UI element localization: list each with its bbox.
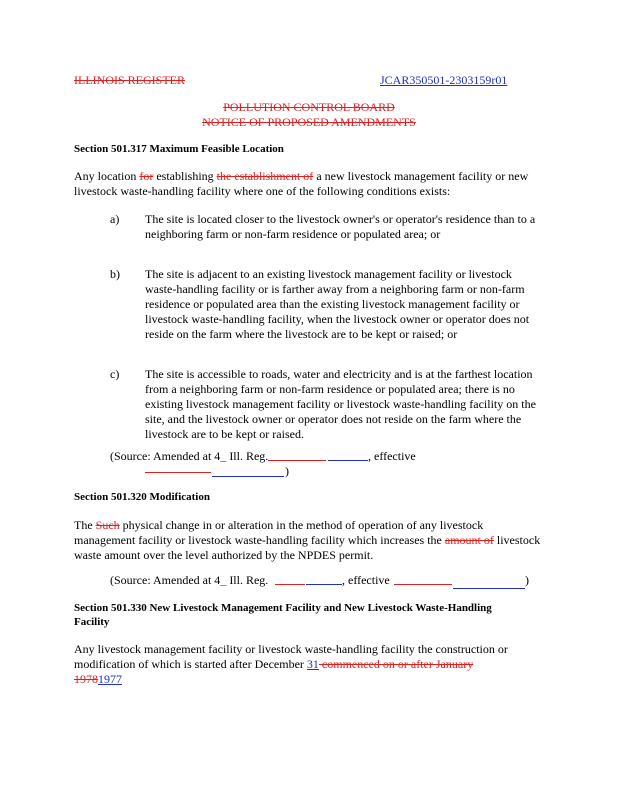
body-text: The [74,518,96,532]
deleted-text: commenced on or after January [318,657,474,671]
item-c-label: c) [110,367,120,381]
blank-deleted [145,472,211,473]
source-note-320: (Source: Amended at 4_ Ill. Reg. [110,573,269,587]
item-a-line: neighboring farm or non-farm residence or populated area; or [145,227,441,241]
section-317-heading: Section 501.317 Maximum Feasible Location [74,143,284,155]
blank-deleted [394,584,452,585]
source-ill-reg: Ill. Reg. [226,573,269,587]
blank-deleted [275,584,305,585]
deleted-text: for [139,169,154,183]
deleted-text: 1978 [74,672,98,686]
section-320-line1 [74,518,483,533]
section-320-line3: waste amount over the level authorized by the NPDES permit. [74,548,374,562]
deleted-text: Such [95,518,120,532]
deleted-text: the establishment of [216,169,314,183]
source-prefix: (Source: Amended at 4 [110,573,221,587]
item-a-label: a) [110,212,120,226]
intro-text: Any location [74,169,140,183]
notice-title: NOTICE OF PROPOSED AMENDMENTS [202,115,416,129]
item-a-line: The site is located closer to the livestock owner's or operator's residence than to a [145,212,536,226]
body-text: livestock [493,533,541,547]
blank-inserted [212,476,284,477]
section-320-line2 [74,533,540,548]
item-b-line: The site is adjacent to an existing livestock management facility or livestock [145,267,512,281]
section-330-heading: Section 501.330 New Livestock Management Facility and New Livestock Waste-Handling [74,602,492,614]
section-330-line3 [74,672,122,687]
section-320-heading: Section 501.320 Modification [74,491,210,503]
source-close-317: ) [285,464,289,478]
item-b-line: reside on the farm where the livestock are to be kept or raised; or [145,327,458,341]
item-c-line: from a neighboring farm or non-farm residence or populated area; there is no [145,382,515,396]
item-c-line: The site is accessible to roads, water and electricity and is at the farthest location [145,367,533,381]
source-prefix: (Source: Amended at 4 [110,449,221,463]
item-c-line: site, and the livestock owner or operator does not reside on the farm where the [145,412,522,426]
item-c-line: livestock are to be kept or raised. [145,427,304,441]
section-317-intro-line2: livestock waste-handling facility where one of the following conditions exists: [74,184,451,198]
item-b-label: b) [110,267,120,281]
source-ill-reg: Ill. Reg. [226,449,269,463]
section-317-intro-line1 [74,169,528,184]
body-text: management facility or livestock waste-handling facility which increases the [74,533,445,547]
inserted-text: 1977 [98,672,122,686]
inserted-text: 31 [306,657,319,671]
agency-title: POLLUTION CONTROL BOARD [223,100,395,114]
section-330-line2 [74,657,473,672]
intro-text: establishing [153,169,217,183]
intro-text: a new livestock management facility or new [313,169,529,183]
deleted-text: amount of [444,533,494,547]
section-330-line1: Any livestock management facility or livestock waste-handling facility the construction or [74,642,508,656]
item-b-line: waste-handling facility or is farther away from a neighboring farm or non-farm [145,282,525,296]
source-effective-320: , effective [342,573,390,587]
source-note-317: (Source: Amended at 4_ Ill. Reg. [110,449,269,463]
source-effective-317: , effective [368,449,416,463]
jcar-code: JCAR350501-2303159r01 [380,73,508,87]
blank-deleted [268,460,326,461]
section-330-heading-line2: Facility [74,616,110,628]
blank-inserted [306,584,342,585]
body-text: modification of which is started after December [74,657,307,671]
item-c-line: existing livestock management facility or livestock waste-handling facility on the [145,397,536,411]
body-text: physical change in or alteration in the method of operation of any livestock [119,518,484,532]
register-header: ILLINOIS REGISTER [74,73,185,87]
item-b-line: residence or populated area than the existing livestock management facility or [145,297,520,311]
blank-inserted [453,588,525,589]
item-b-line: livestock waste-handling facility, when the livestock owner or operator does not [145,312,530,326]
blank-inserted [328,460,368,461]
source-close-320: ) [525,573,529,587]
